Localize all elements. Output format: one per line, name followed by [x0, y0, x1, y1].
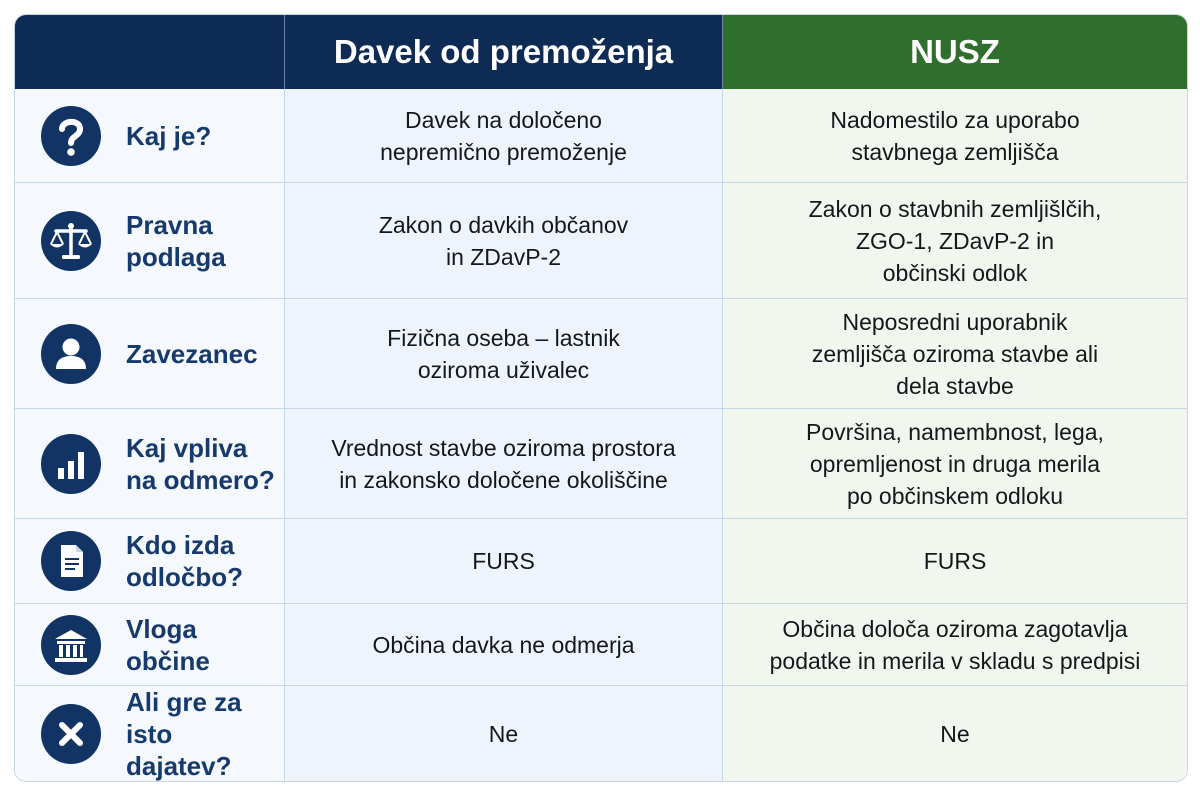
cell-text: FURS: [472, 548, 535, 574]
cell-text: Neposredni uporabnik zemljišča oziroma stavbe ali dela stavbe: [811, 308, 1099, 399]
cell-text: Nadomestilo za uporabo stavbnega zemljišča: [830, 106, 1080, 165]
cell-nusz-kaj-je: [723, 89, 1187, 183]
cell-davek-isto-dajatev: [285, 686, 723, 782]
x-icon: [41, 704, 101, 764]
row-label-zavezanec: [15, 299, 285, 409]
institution-icon: [41, 615, 101, 675]
cell-davek-zavezanec: [285, 299, 723, 409]
row-label-text: Ali gre za isto dajatev?: [126, 687, 242, 781]
row-label-pravna-podlaga: [15, 183, 285, 299]
document-icon: [41, 531, 101, 591]
question-icon: [41, 106, 101, 166]
cell-nusz-kaj-vpliva: [723, 409, 1187, 519]
header-corner: [15, 15, 285, 89]
row-label-text: Kaj je?: [126, 120, 212, 151]
row-label-kaj-vpliva: [15, 409, 285, 519]
cell-text: Zakon o stavbnih zemljišlčih, ZGO-1, ZDavP-2 in občinski odlok: [808, 195, 1102, 286]
header-nusz: NUSZ: [723, 15, 1187, 89]
cell-text: Vrednost stavbe oziroma prostora in zakonsko določene okoliščine: [331, 434, 676, 493]
cell-text: Davek na določeno nepremično premoženje: [380, 106, 627, 165]
cell-nusz-zavezanec: [723, 299, 1187, 409]
cell-text: Zakon o davkih občanov in ZDavP-2: [378, 211, 629, 270]
cell-davek-kdo-izda: [285, 519, 723, 604]
cell-nusz-isto-dajatev: [723, 686, 1187, 782]
cell-text: Fizična oseba – lastnik oziroma uživalec: [387, 324, 620, 383]
cell-text: Občina davka ne odmerja: [372, 631, 635, 658]
cell-text: Ne: [488, 721, 519, 747]
row-label-vloga-obcine: [15, 604, 285, 686]
cell-text: FURS: [923, 548, 987, 574]
header-davek-od-premozenja: Davek od premoženja: [285, 15, 723, 89]
cell-text: Površina, namembnost, lega, opremljenost in druga merila po občinskem odloku: [806, 418, 1104, 509]
row-label-text: Pravna podlaga: [126, 209, 226, 272]
cell-text: Občina določa oziroma zagotavlja podatke in merila v skladu s predpisi: [769, 615, 1141, 674]
person-icon: [41, 324, 101, 384]
comparison-table: [14, 14, 1188, 782]
row-label-kaj-je: [15, 89, 285, 183]
row-label-text: Kaj vpliva na odmero?: [126, 432, 275, 495]
cell-nusz-pravna-podlaga: [723, 183, 1187, 299]
comparison-grid: [15, 15, 1187, 781]
row-label-kdo-izda: [15, 519, 285, 604]
scales-icon: [41, 211, 101, 271]
cell-text: Ne: [940, 721, 970, 747]
cell-davek-kaj-je: [285, 89, 723, 183]
cell-davek-pravna-podlaga: [285, 183, 723, 299]
cell-davek-vloga-obcine: [285, 604, 723, 686]
row-label-text: Vloga občine: [126, 613, 210, 676]
row-label-isto-dajatev: [15, 686, 285, 782]
cell-nusz-kdo-izda: [723, 519, 1187, 604]
cell-nusz-vloga-obcine: [723, 604, 1187, 686]
row-label-text: Zavezanec: [126, 338, 258, 369]
bar-chart-icon: [41, 434, 101, 494]
cell-davek-kaj-vpliva: [285, 409, 723, 519]
row-label-text: Kdo izda odločbo?: [126, 530, 243, 592]
